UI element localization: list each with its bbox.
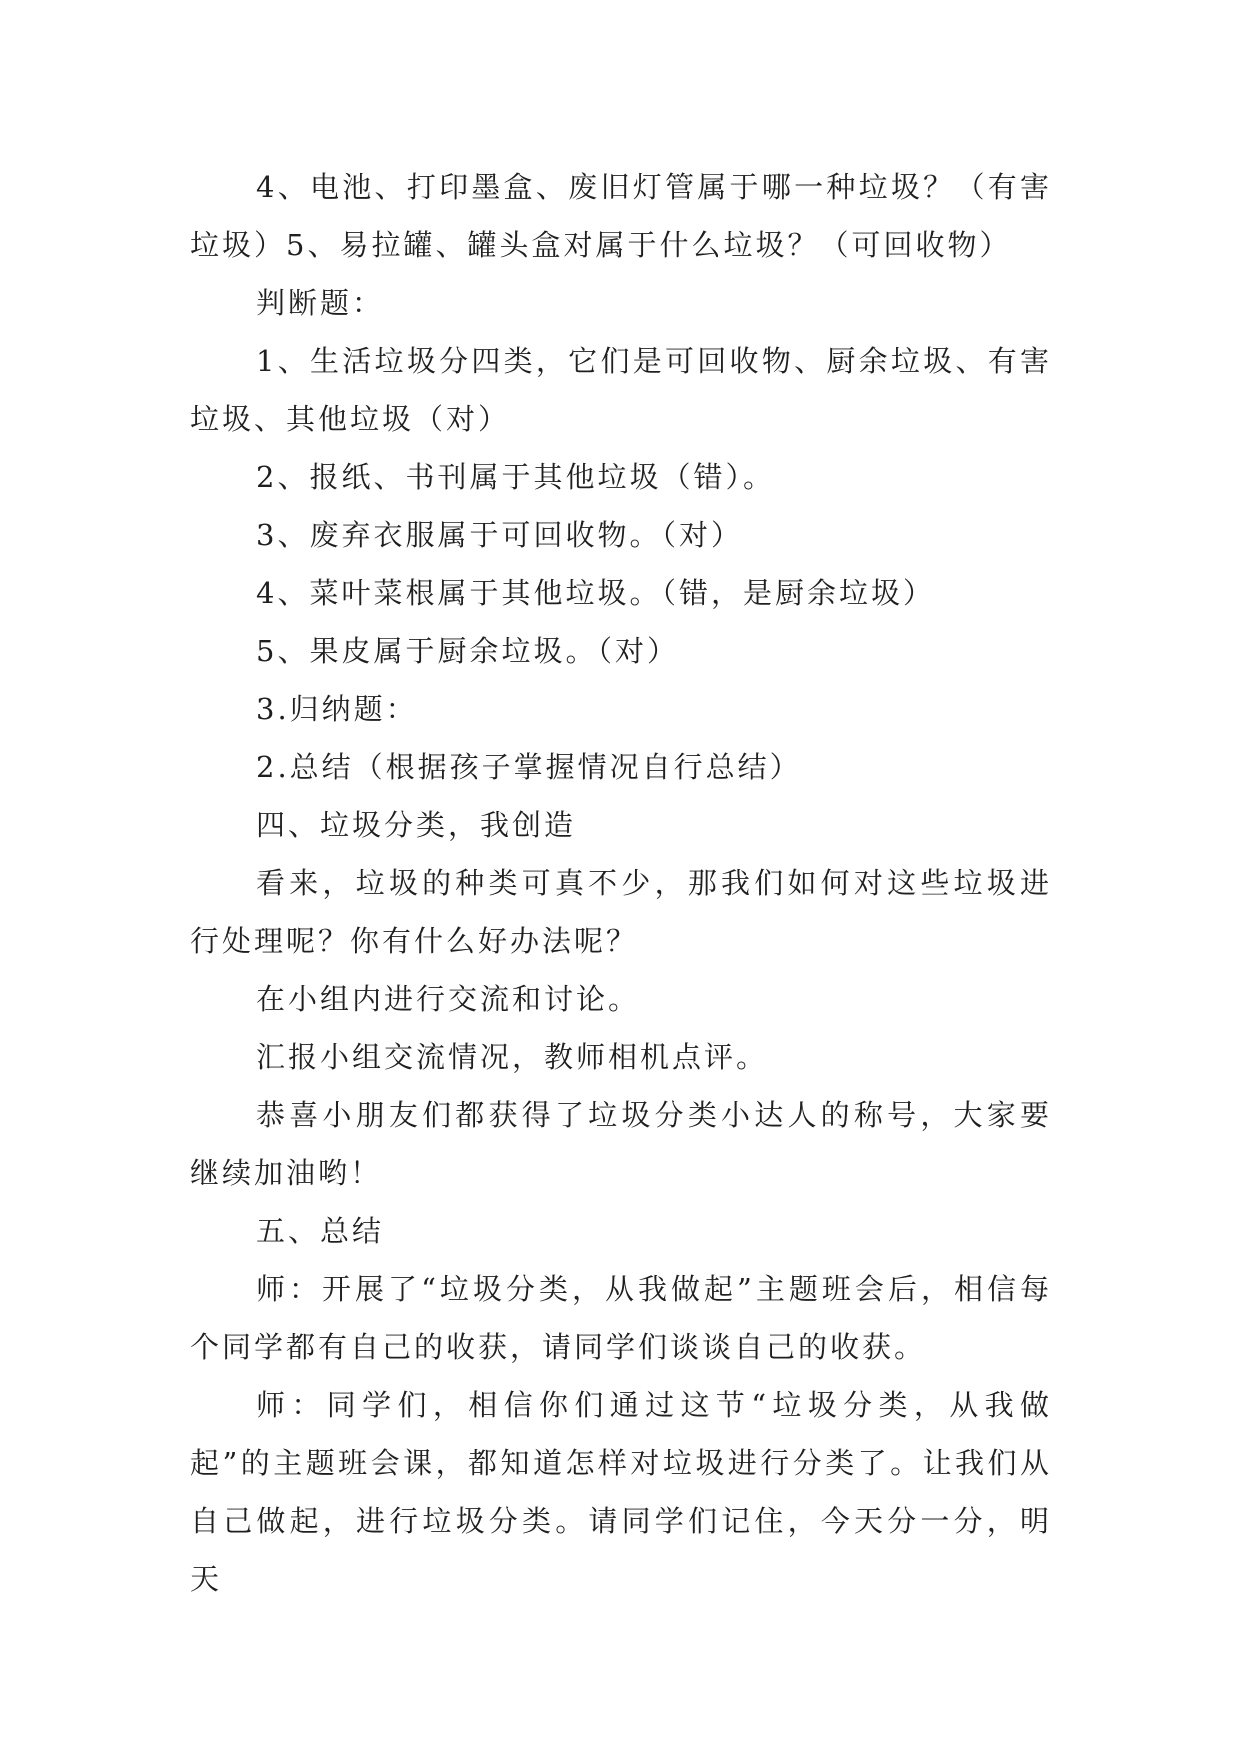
paragraph-discussion-prompt: 看来，垃圾的种类可真不少，那我们如何对这些垃圾进行处理呢？你有什么好办法呢？ [190,866,1052,958]
paragraph-tf-2: 2、报纸、书刊属于其他垃圾（错）。 [256,460,775,494]
paragraph-summary: 2.总结（根据孩子掌握情况自行总结） [256,750,802,784]
paragraph-quiz-q4-q5: 4、电池、打印墨盒、废旧灯管属于哪一种垃圾？（有害垃圾）5、易拉罐、罐头盒对属于什么垃圾？（可回收物） [190,170,1052,262]
heading-true-false: 判断题： [256,286,385,320]
paragraph-tf-5: 5、果皮属于厨余垃圾。（对） [256,634,679,668]
section-heading-4: 四、垃圾分类，我创造 [256,808,577,842]
paragraph-teacher-reflection: 师：开展了“垃圾分类，从我做起”主题班会后，相信每个同学都有自己的收获，请同学们谈谈自己的收获。 [190,1272,1052,1364]
paragraph-tf-4: 4、菜叶菜根属于其他垃圾。（错，是厨余垃圾） [256,576,935,610]
section-heading-5: 五、总结 [256,1214,385,1248]
paragraph-congratulations: 恭喜小朋友们都获得了垃圾分类小达人的称号，大家要继续加油哟！ [190,1098,1052,1190]
paragraph-teacher-closing: 师：同学们，相信你们通过这节“垃圾分类，从我做起”的主题班会课，都知道怎样对垃圾进行分类了。让我们从自己做起，进行垃圾分类。请同学们记住，今天分一分，明天 [190,1388,1052,1596]
paragraph-tf-1: 1、生活垃圾分四类，它们是可回收物、厨余垃圾、有害垃圾、其他垃圾（对） [190,344,1052,436]
paragraph-group-discussion: 在小组内进行交流和讨论。 [256,982,641,1016]
document-body [190,158,1052,1608]
paragraph-group-report: 汇报小组交流情况，教师相机点评。 [256,1040,769,1074]
heading-summary-question: 3.归纳题： [256,692,418,726]
paragraph-tf-3: 3、废弃衣服属于可回收物。（对） [256,518,743,552]
